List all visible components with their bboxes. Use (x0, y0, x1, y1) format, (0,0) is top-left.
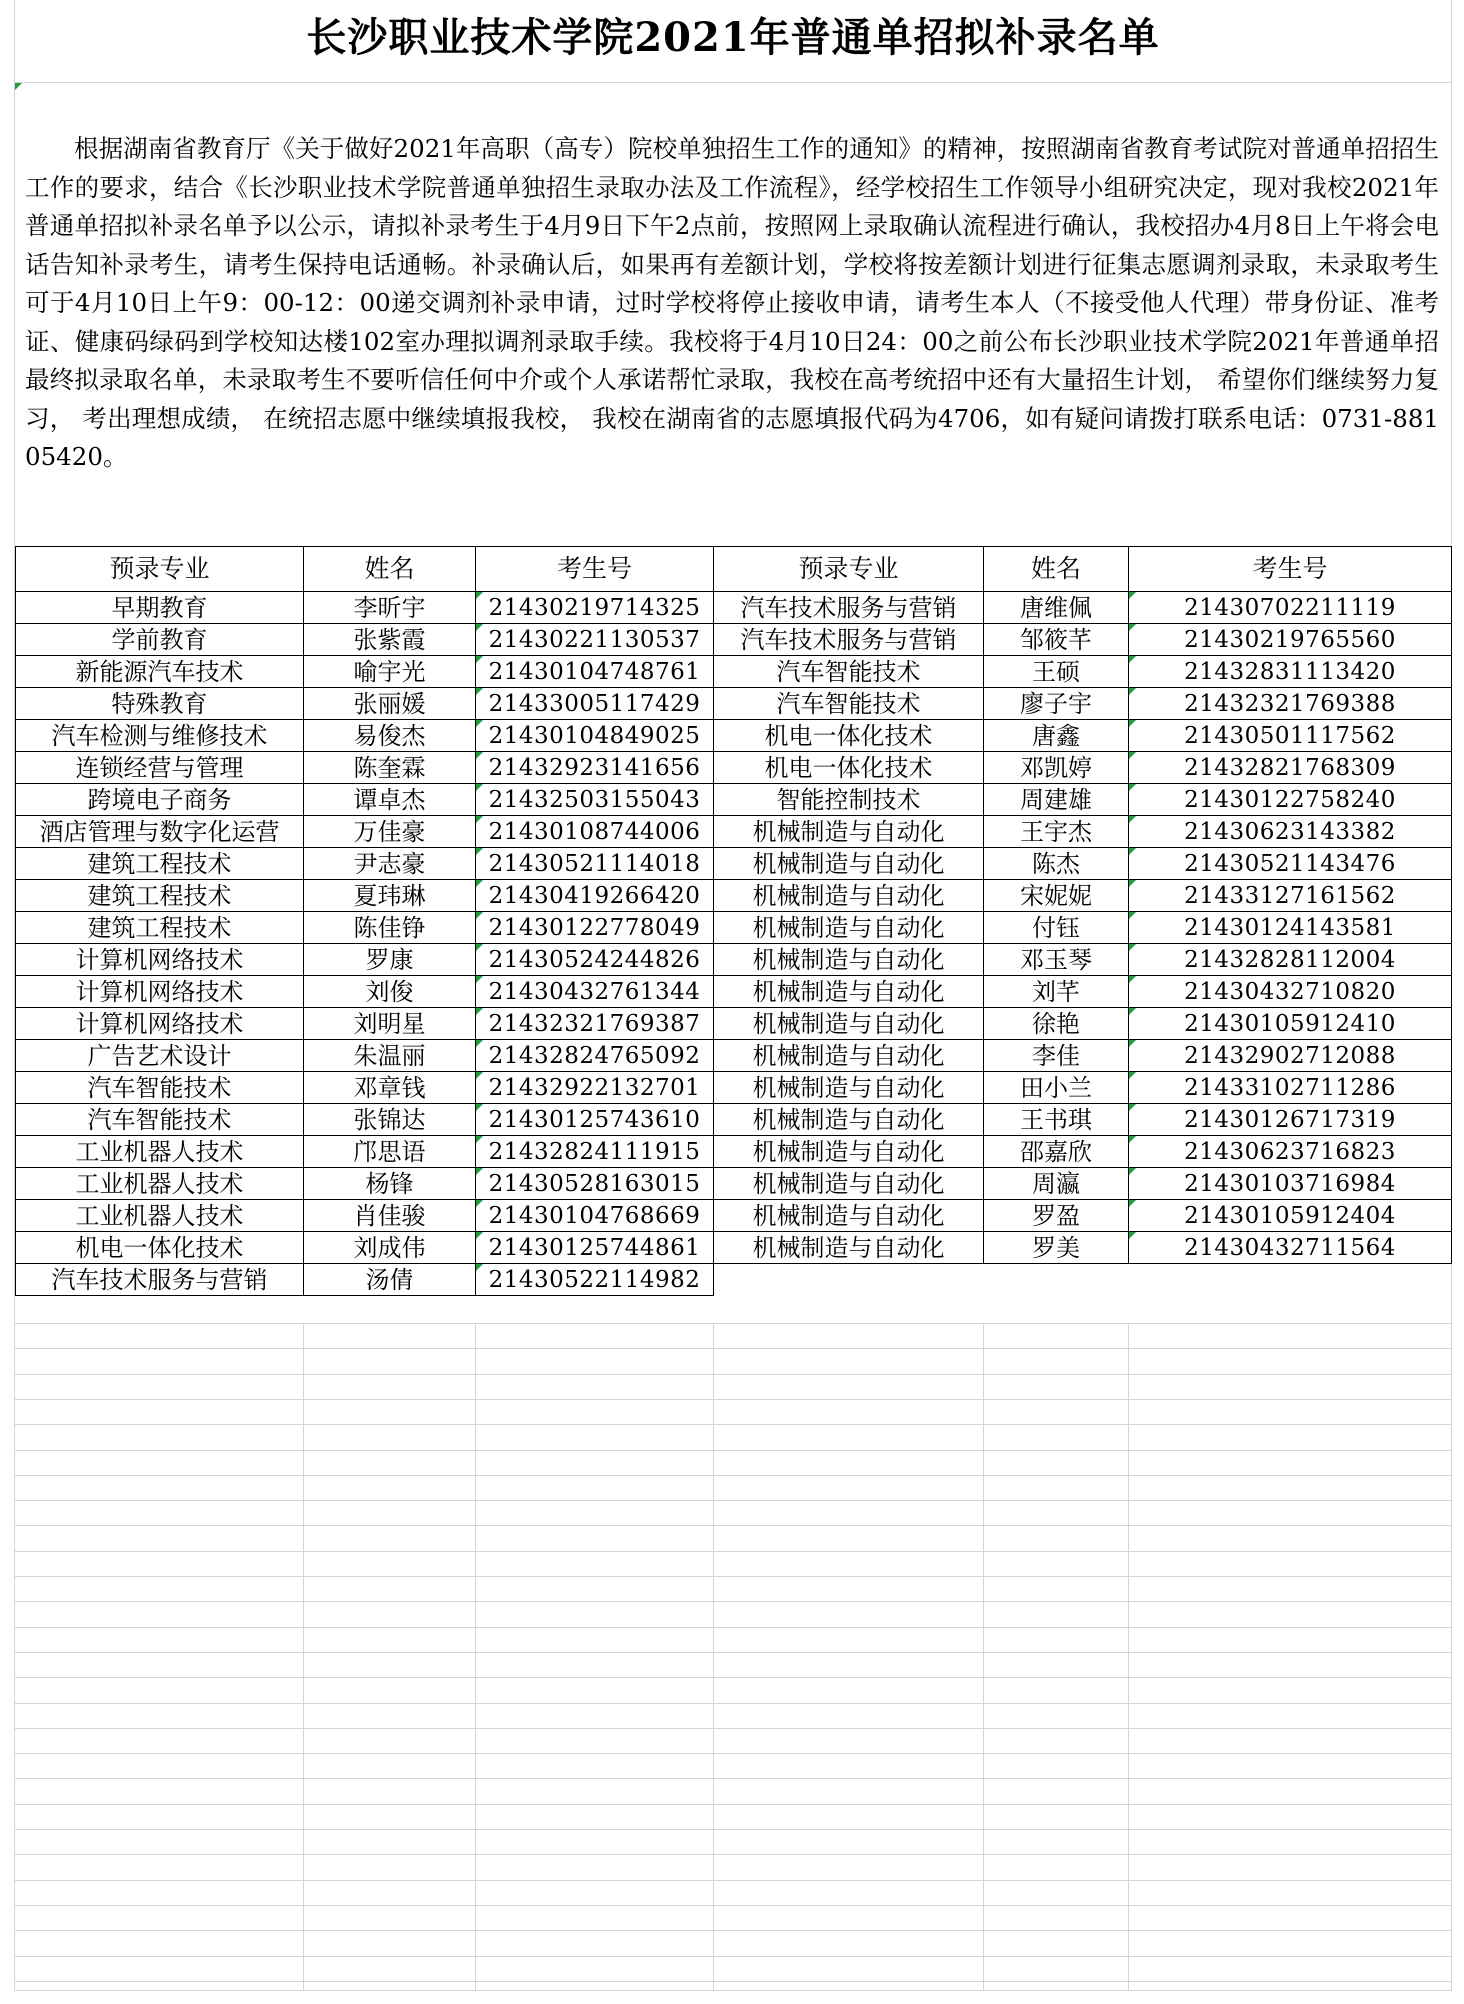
table-header-row (16, 547, 1452, 592)
gridline (15, 1374, 1451, 1375)
cell-major: 机械制造与自动化 (714, 912, 984, 944)
cell-exam-number: 21430521143476 (1129, 848, 1452, 880)
cell-exam-number: 21430108744006 (476, 816, 714, 848)
gridline (15, 1728, 1451, 1729)
cell-name: 夏玮琳 (304, 880, 476, 912)
cell-major: 建筑工程技术 (16, 880, 304, 912)
cell-comment-marker (476, 592, 483, 599)
cell-comment-marker (476, 656, 483, 663)
cell-major: 智能控制技术 (714, 784, 984, 816)
cell-comment-marker (1129, 976, 1136, 983)
cell-name: 张锦达 (304, 1104, 476, 1136)
cell-exam-number: 21430104768669 (476, 1200, 714, 1232)
cell-name: 王书琪 (984, 1104, 1129, 1136)
cell-exam-number: 21430521114018 (476, 848, 714, 880)
table-row (16, 1040, 1452, 1072)
cell-name: 刘成伟 (304, 1232, 476, 1264)
gridline (15, 1652, 1451, 1653)
table-row (16, 1136, 1452, 1168)
roster-body (16, 592, 1452, 1296)
cell-major: 汽车技术服务与营销 (16, 1264, 304, 1296)
cell-exam-number: 21430104849025 (476, 720, 714, 752)
cell-exam-number: 21430103716984 (1129, 1168, 1452, 1200)
cell-name: 肖佳骏 (304, 1200, 476, 1232)
cell-exam-number: 21430105912410 (1129, 1008, 1452, 1040)
cell-name: 王硕 (984, 656, 1129, 688)
cell-comment-marker (476, 848, 483, 855)
cell-major: 机械制造与自动化 (714, 1008, 984, 1040)
gridline (15, 1703, 1451, 1704)
gridline (15, 1475, 1451, 1476)
cell-major: 机械制造与自动化 (714, 848, 984, 880)
cell-name: 张丽媛 (304, 688, 476, 720)
cell-exam-number: 21430419266420 (476, 880, 714, 912)
cell-major: 建筑工程技术 (16, 848, 304, 880)
cell-name: 廖子宇 (984, 688, 1129, 720)
cell-name: 王宇杰 (984, 816, 1129, 848)
table-row (16, 976, 1452, 1008)
cell-exam-number: 21430522114982 (476, 1264, 714, 1296)
cell-major: 新能源汽车技术 (16, 656, 304, 688)
cell-name: 唐维佩 (984, 592, 1129, 624)
header-major: 预录专业 (714, 547, 984, 592)
cell-major: 汽车智能技术 (16, 1104, 304, 1136)
cell-name: 邓玉琴 (984, 944, 1129, 976)
table-row (16, 1264, 1452, 1296)
cell-major: 机械制造与自动化 (714, 1168, 984, 1200)
cell-comment-marker (476, 1104, 483, 1111)
table-row (16, 1168, 1452, 1200)
cell-comment-marker (476, 976, 483, 983)
cell-name: 邓凯婷 (984, 752, 1129, 784)
cell-exam-number: 21432828112004 (1129, 944, 1452, 976)
cell-name (984, 1264, 1129, 1296)
cell-exam-number: 21432321769388 (1129, 688, 1452, 720)
gridline (15, 1880, 1451, 1881)
table-row (16, 880, 1452, 912)
cell-major: 汽车智能技术 (714, 688, 984, 720)
cell-name: 张紫霞 (304, 624, 476, 656)
cell-exam-number: 21432831113420 (1129, 656, 1452, 688)
gridline (15, 1399, 1451, 1400)
cell-exam-number: 21430125743610 (476, 1104, 714, 1136)
cell-comment-marker (1129, 944, 1136, 951)
cell-major: 机械制造与自动化 (714, 1136, 984, 1168)
cell-comment-marker (476, 880, 483, 887)
cell-exam-number: 21433127161562 (1129, 880, 1452, 912)
cell-comment-marker (1129, 688, 1136, 695)
header-name: 姓名 (304, 547, 476, 592)
gridline (1128, 1323, 1129, 1990)
cell-name: 罗盈 (984, 1200, 1129, 1232)
gridline (15, 1525, 1451, 1526)
cell-name: 李佳 (984, 1040, 1129, 1072)
cell-comment-marker (1129, 1136, 1136, 1143)
page-title: 长沙职业技术学院2021年普通单招拟补录名单 (306, 14, 1160, 61)
cell-exam-number: 21430432710820 (1129, 976, 1452, 1008)
table-row (16, 624, 1452, 656)
gridline (15, 1424, 1451, 1425)
table-row (16, 656, 1452, 688)
cell-exam-number: 21430105912404 (1129, 1200, 1452, 1232)
table-row (16, 944, 1452, 976)
cell-exam-number: 21430702211119 (1129, 592, 1452, 624)
cell-comment-marker (1129, 624, 1136, 631)
cell-exam-number: 21432821768309 (1129, 752, 1452, 784)
cell-exam-number: 21432824765092 (476, 1040, 714, 1072)
table-row (16, 784, 1452, 816)
gridline (15, 1450, 1451, 1451)
gridline (15, 1956, 1451, 1957)
cell-comment-marker (1129, 816, 1136, 823)
cell-major: 早期教育 (16, 592, 304, 624)
cell-exam-number: 21430122778049 (476, 912, 714, 944)
cell-comment-marker (476, 1168, 483, 1175)
cell-exam-number: 21430126717319 (1129, 1104, 1452, 1136)
cell-major: 特殊教育 (16, 688, 304, 720)
cell-exam-number: 21430122758240 (1129, 784, 1452, 816)
cell-major: 机械制造与自动化 (714, 1104, 984, 1136)
cell-name: 唐鑫 (984, 720, 1129, 752)
cell-comment-marker (476, 688, 483, 695)
cell-name: 邹筱芊 (984, 624, 1129, 656)
gridline (15, 1551, 1451, 1552)
gridline (15, 1348, 1451, 1349)
cell-exam-number: 21433005117429 (476, 688, 714, 720)
cell-comment-marker (476, 1136, 483, 1143)
cell-name: 谭卓杰 (304, 784, 476, 816)
cell-name: 邵嘉欣 (984, 1136, 1129, 1168)
cell-exam-number: 21433102711286 (1129, 1072, 1452, 1104)
cell-comment-marker (476, 752, 483, 759)
cell-major: 机电一体化技术 (714, 720, 984, 752)
notice-paragraph: 根据湖南省教育厅《关于做好2021年高职（高专）院校单独招生工作的通知》的精神，按照湖南省教育考试院对普通单招招生工作的要求，结合《长沙职业技术学院普通单独招生录取办法及工作流程》，经学校招生工作领导小组研究决定，现对我校2021年普通单招拟补录名单予以公示，请拟补录考生于4月9日下午2点前，按照网上录取确认流程进行确认，我校招办4月8日上午将会电话告知补录考生，请考生保持电话通畅。补录确认后，如果再有差额计划，学校将按差额计划进行征集志愿调剂录取，未录取考生可于4月10日上午9：00-12：00递交调剂补录申请，过时学校将停止接收申请，请考生本人（不接受他人代理）带身份证、准考证、健康码绿码到学校知达楼102室办理拟调剂录取手续。我校将于4月10日24：00之前公布长沙职业技术学院2021年普通单招最终拟录取名单，未录取考生不要听信任何中介或个人承诺帮忙录取，我校在高考统招中还有大量招生计划， 希望你们继续努力复习， 考出理想成绩， 在统招志愿中继续填报我校， 我校在湖南省的志愿填报代码为4706，如有疑问请拨打联系电话：0731-88105420。 (25, 134, 1439, 471)
header-exam-number: 考生号 (1129, 547, 1452, 592)
roster-table (15, 546, 1452, 1296)
cell-name: 陈佳铮 (304, 912, 476, 944)
cell-major: 计算机网络技术 (16, 944, 304, 976)
table-row (16, 592, 1452, 624)
gridline (475, 1323, 476, 1990)
cell-major: 广告艺术设计 (16, 1040, 304, 1072)
cell-major: 计算机网络技术 (16, 976, 304, 1008)
gridline (15, 1981, 1451, 1982)
cell-exam-number: 21430219765560 (1129, 624, 1452, 656)
table-row (16, 912, 1452, 944)
gridline (983, 1323, 984, 1990)
cell-comment-marker (1129, 1008, 1136, 1015)
cell-name: 周瀛 (984, 1168, 1129, 1200)
cell-exam-number: 21430125744861 (476, 1232, 714, 1264)
cell-exam-number: 21432902712088 (1129, 1040, 1452, 1072)
gridline (15, 1753, 1451, 1754)
cell-exam-number: 21430524244826 (476, 944, 714, 976)
table-row (16, 848, 1452, 880)
cell-major: 工业机器人技术 (16, 1136, 304, 1168)
cell-major: 汽车智能技术 (16, 1072, 304, 1104)
cell-exam-number: 21432923141656 (476, 752, 714, 784)
cell-comment-marker (1129, 720, 1136, 727)
cell-comment-marker (1129, 912, 1136, 919)
cell-comment-marker (1129, 752, 1136, 759)
cell-comment-marker (1129, 592, 1136, 599)
cell-name: 周建雄 (984, 784, 1129, 816)
cell-comment-marker (476, 1008, 483, 1015)
cell-name: 陈奎霖 (304, 752, 476, 784)
table-row (16, 1200, 1452, 1232)
cell-major: 工业机器人技术 (16, 1168, 304, 1200)
cell-major: 跨境电子商务 (16, 784, 304, 816)
cell-name: 汤倩 (304, 1264, 476, 1296)
cell-major: 机械制造与自动化 (714, 880, 984, 912)
cell-comment-marker (1129, 880, 1136, 887)
cell-exam-number: 21430124143581 (1129, 912, 1452, 944)
cell-major: 工业机器人技术 (16, 1200, 304, 1232)
gridline (15, 1677, 1451, 1678)
cell-major: 汽车检测与维修技术 (16, 720, 304, 752)
cell-exam-number: 21430623716823 (1129, 1136, 1452, 1168)
cell-name: 李昕宇 (304, 592, 476, 624)
cell-comment-marker (476, 1232, 483, 1239)
cell-exam-number: 21432503155043 (476, 784, 714, 816)
cell-name: 尹志豪 (304, 848, 476, 880)
gridline (303, 1323, 304, 1990)
cell-major: 汽车技术服务与营销 (714, 624, 984, 656)
cell-major: 机电一体化技术 (16, 1232, 304, 1264)
cell-comment-marker (476, 1072, 483, 1079)
gridline (15, 1854, 1451, 1855)
cell-name: 刘俊 (304, 976, 476, 1008)
cell-exam-number: 21430104748761 (476, 656, 714, 688)
cell-exam-number: 21432922132701 (476, 1072, 714, 1104)
cell-comment-marker (1129, 1168, 1136, 1175)
gridline (15, 1500, 1451, 1501)
cell-name: 杨锋 (304, 1168, 476, 1200)
cell-major: 酒店管理与数字化运营 (16, 816, 304, 848)
cell-comment-marker (476, 624, 483, 631)
cell-comment-marker (476, 816, 483, 823)
cell-name: 宋妮妮 (984, 880, 1129, 912)
cell-exam-number (1129, 1264, 1452, 1296)
cell-comment-marker (476, 912, 483, 919)
cell-exam-number: 21430623143382 (1129, 816, 1452, 848)
table-row (16, 816, 1452, 848)
cell-comment-marker (1129, 1232, 1136, 1239)
cell-major: 连锁经营与管理 (16, 752, 304, 784)
cell-comment-marker (1129, 1072, 1136, 1079)
cell-comment-marker (476, 1264, 483, 1271)
gridline (15, 1905, 1451, 1906)
cell-comment-marker (476, 1040, 483, 1047)
cell-exam-number: 21432321769387 (476, 1008, 714, 1040)
cell-name: 朱温丽 (304, 1040, 476, 1072)
cell-comment-marker (476, 1200, 483, 1207)
cell-comment-marker (476, 944, 483, 951)
cell-name: 易俊杰 (304, 720, 476, 752)
gridline (15, 1601, 1451, 1602)
cell-name: 邝思语 (304, 1136, 476, 1168)
cell-exam-number: 21430501117562 (1129, 720, 1452, 752)
cell-major: 机械制造与自动化 (714, 1232, 984, 1264)
cell-name: 万佳豪 (304, 816, 476, 848)
cell-major: 计算机网络技术 (16, 1008, 304, 1040)
cell-name: 刘芊 (984, 976, 1129, 1008)
gridline (15, 1627, 1451, 1628)
cell-name: 喻宇光 (304, 656, 476, 688)
cell-name: 邓章钱 (304, 1072, 476, 1104)
cell-comment-marker (1129, 1104, 1136, 1111)
cell-name: 田小兰 (984, 1072, 1129, 1104)
cell-comment-marker (1129, 848, 1136, 855)
cell-major: 机械制造与自动化 (714, 944, 984, 976)
header-exam-number: 考生号 (476, 547, 714, 592)
cell-exam-number: 21430221130537 (476, 624, 714, 656)
title-row (15, 0, 1451, 83)
cell-major: 汽车智能技术 (714, 656, 984, 688)
table-row (16, 1008, 1452, 1040)
cell-exam-number: 21430432711564 (1129, 1232, 1452, 1264)
cell-exam-number: 21430219714325 (476, 592, 714, 624)
cell-comment-marker (476, 784, 483, 791)
cell-major: 学前教育 (16, 624, 304, 656)
header-major: 预录专业 (16, 547, 304, 592)
table-row (16, 1104, 1452, 1136)
cell-exam-number: 21430528163015 (476, 1168, 714, 1200)
gridline (15, 1930, 1451, 1931)
cell-comment-marker (1129, 656, 1136, 663)
cell-major (714, 1264, 984, 1296)
cell-major: 汽车技术服务与营销 (714, 592, 984, 624)
cell-major: 机械制造与自动化 (714, 1072, 984, 1104)
table-row (16, 688, 1452, 720)
cell-major: 机械制造与自动化 (714, 1040, 984, 1072)
cell-major: 机电一体化技术 (714, 752, 984, 784)
gridline (15, 1323, 1451, 1324)
cell-major: 建筑工程技术 (16, 912, 304, 944)
gridline (15, 1778, 1451, 1779)
cell-major: 机械制造与自动化 (714, 816, 984, 848)
cell-comment-marker (1129, 1040, 1136, 1047)
gridline (15, 1804, 1451, 1805)
gridline (15, 1576, 1451, 1577)
cell-exam-number: 21430432761344 (476, 976, 714, 1008)
gridline (713, 1323, 714, 1990)
cell-name: 刘明星 (304, 1008, 476, 1040)
table-row (16, 1072, 1452, 1104)
table-row (16, 1232, 1452, 1264)
cell-name: 罗美 (984, 1232, 1129, 1264)
cell-exam-number: 21432824111915 (476, 1136, 714, 1168)
gridline (15, 1829, 1451, 1830)
empty-grid-area (15, 1323, 1451, 1990)
cell-name: 陈杰 (984, 848, 1129, 880)
table-row (16, 752, 1452, 784)
header-name: 姓名 (984, 547, 1129, 592)
cell-comment-marker (476, 720, 483, 727)
cell-name: 徐艳 (984, 1008, 1129, 1040)
cell-comment-marker (1129, 784, 1136, 791)
cell-major: 机械制造与自动化 (714, 1200, 984, 1232)
cell-comment-marker (1129, 1200, 1136, 1207)
cell-name: 罗康 (304, 944, 476, 976)
cell-name: 付钰 (984, 912, 1129, 944)
cell-comment-marker (15, 83, 22, 90)
cell-major: 机械制造与自动化 (714, 976, 984, 1008)
table-row (16, 720, 1452, 752)
spreadsheet-page (14, 0, 1452, 1991)
